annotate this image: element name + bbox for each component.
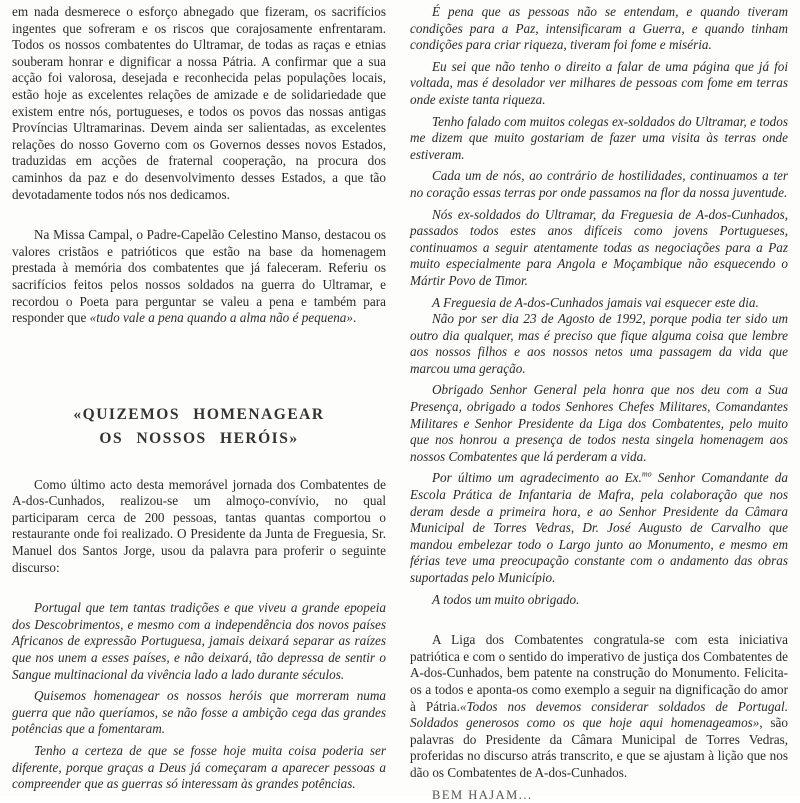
thanks-text-a: Por último um agradecimento ao Ex. [432,470,642,486]
paragraph-ultramar-relations: em nada desmerece o esforço abnegado que fizeram, os sacrifícios ingentes que sofreram e os riscos que corajosamente enfrentaram. Todos os nossos combatentes do Ultramar, de todas as raças e etnias souberam honrar e dignificar a nossa Pátria. A confirmar que a sua acção foi valorosa, desejada e reconhecida pelas populações locais, estão hoje as excelentes relações de amizade e de solidariedade que existem entre nós, portugueses, e todos os povos das nossas antigas Províncias Ultramarinas. Devem ainda ser salientadas, as excelentes relações do nosso Governo com os Governos desses novos Estados, traduzidas em acções de fraternal cooperação, na procura dos caminhos da paz e do desenvolvimento desses Estados, a que tão devotadamente todos nós nos dedicamos. [12,4,386,202]
speech-paragraph-9: A Freguesia de A-dos-Cunhados jamais vai esquecer este dia. [432,294,759,310]
paragraph-missa-campal [12,227,386,327]
speech-paragraph-2: Quisemos homenagear os nossos heróis que morreram numa guerra que não queríamos, se não fosse a ambição cega das grandes potências que a fomentaram. [12,688,386,737]
speech-paragraph-3: Tenho a certeza de que se fosse hoje muita coisa poderia ser diferente, porque graças a Deus já começaram a aparecer pessoas a compreender que as guerras só interessam às grandes potências. [12,743,386,792]
paragraph-almoco: Como último acto desta memorável jornada dos Combatentes de A-dos-Cunhados, realizou-se um almoço-convívio, no qual participaram cerca de 200 pessoas, tantas quantas comportou o restaurante onde foi realizado. O Presidente da Junta de Freguesia, Sr. Manuel dos Santos Jorge, usou da palavra para proferir o seguinte discurso: [12,476,386,575]
superscript-mo: mo [641,470,652,480]
period: . [352,310,357,326]
speech-paragraph-6: Tenho falado com muitos colegas ex-soldados do Ultramar, e todos me dizem que muito gostariam de fazer uma visita às terras onde estiveram. [410,113,788,162]
speech-paragraph-7: Cada um de nós, ao contrário de hostilidades, continuamos a ter no coração essas terras por onde passamos na flor da nossa juventude. [410,168,788,200]
left-column [12,4,386,793]
speech-paragraph-11: Obrigado Senhor General pela honra que nos deu com a Sua Presença, obrigado a todos Senhores Chefes Militares, Comandantes Militares e Senhor Presidente da Liga dos Combatentes, pelo muito que nos honrou a presença de todos nesta singela homenagem aos nossos Combatentes que lá perderam a vida. [410,382,788,464]
paragraph-liga [410,632,788,781]
liga-text-a: A Liga dos Combatentes congratula-se com esta iniciativa patriótica e com o sentido do imperativo de justiça dos Combatentes de A-dos-Cunhados, bem patente na construção do Monumento. Felicita-os a todos e aponta-os como exemplo a seguir na dignificação do amor à Pátria. [410,632,788,714]
heading-line-1: «QUIZEMOS HOMENAGEAR [73,405,325,423]
speech-paragraph-10: Não por ser dia 23 de Agosto de 1992, porque podia ter sido um outro dia qualquer, mas é preciso que fique alguma coisa que lembre aos nossos filhos e aos nossos netos uma passagem da vida que marcou uma geração. [410,311,788,376]
section-heading [12,403,386,451]
liga-quote: «Todos nos devemos considerar soldados de Portugal. Soldados generosos como os que hoje aqui homenageamos» [410,698,788,731]
speech-paragraph-8: Nós ex-soldados do Ultramar, da Freguesia de A-dos-Cunhados, passados todos estes anos difíceis como jovens Portugueses, continuamos a seguir atentamente todas as negociações para a Paz muito especialmente para Angola e Moçambique não esquecendo o Mártir Povo de Timor. [410,206,788,288]
speech-paragraph-12 [410,470,788,586]
liga-text-b: , são palavras do Presidente da Câmara Municipal de Torres Vedras, proferidas no discurso atrás transcrito, e que se ajustam à lição que nos dão os Combatentes de A-dos-Cunhados. [410,715,788,780]
speech-paragraph-1: Portugal que tem tantas tradições e que viveu a grande epopeia dos Descobrimentos, e mesmo com a independência dos novos países Africanos de expressão Portuguesa, jamais deixará separar as raízes que nos unem a esses países, e não deixará, tão depressa de sentir o Sangue multinacional da vivência lado a lado durante séculos. [12,600,386,682]
poet-quote: «tudo vale a pena quando a alma não é pequena» [89,310,353,326]
missa-text: Na Missa Campal, o Padre-Capelão Celestino Manso, destacou os valores cristãos e patrióticos que estão na base da homenagem prestada à memória dos combatentes que já faleceram. Referiu os sacrifícios feitos pelos nossos soldados na guerra do Ultramar, e recordou o Poeta para perguntar se valeu a pena e também para responder que [12,227,386,326]
speech-paragraph-13: A todos um muito obrigado. [432,591,580,607]
right-column [410,4,788,803]
speech-paragraph-5: Eu sei que não tenho o direito a falar de uma página que já foi voltada, mas é desolador ver milhares de pessoas com fome em terras onde existe tanta riqueza. [410,58,788,107]
heading-line-2: OS NOSSOS HERÓIS» [99,429,299,447]
closing-line: BEM HAJAM... [432,787,533,802]
speech-paragraph-4: É pena que as pessoas não se entendam, e quando tiveram condições para a Paz, intensificaram a Guerra, e quando tinham condições para criar riqueza, tiveram foi fome e miséria. [410,4,788,53]
thanks-text-b: Senhor Comandante da Escola Prática de Infantaria de Mafra, pela colaboração que nos deram desde a primeira hora, e ao Senhor Presidente da Câmara Municipal de Torres Vedras, Dr. José Augusto de Carvalho que mandou embelezar todo o Largo junto ao Monumento, e mesmo em férias teve uma preocupação constante com o andamento das obras suportadas pelo Município. [410,470,788,585]
